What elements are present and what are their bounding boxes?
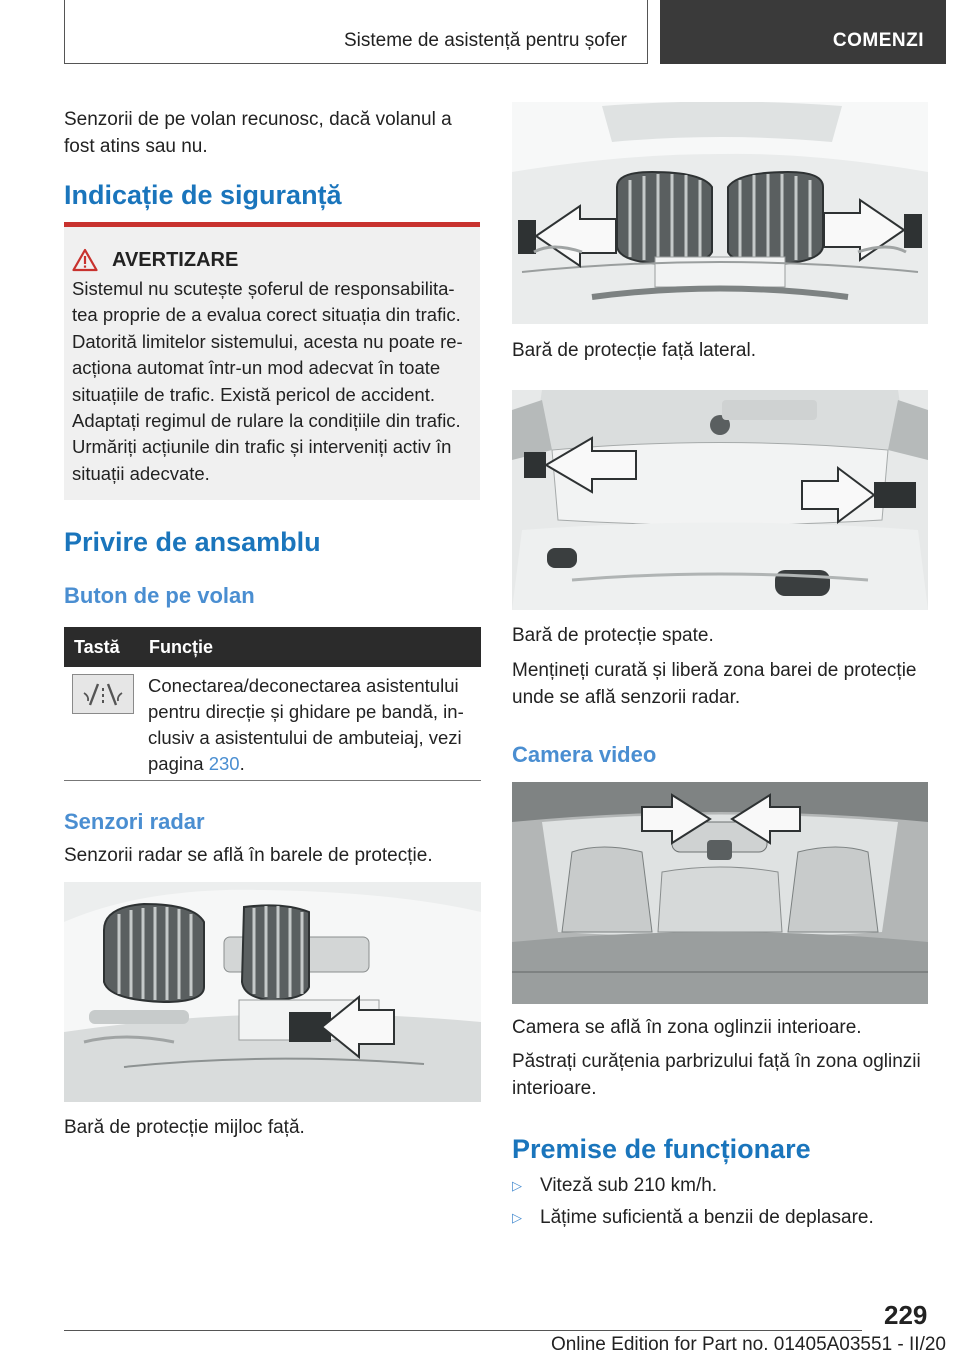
camera-heading: Camera video [512,742,657,767]
front-middle-caption: Bară de protecție mijloc față. [64,1117,305,1138]
warning-line: situații adecvate. [72,462,210,484]
page-link[interactable]: 230 [208,753,240,774]
table-cell-line: Conectarea/deconectarea asistentului [148,675,459,696]
table-cell-line: clusiv a asistentului de ambuteiaj, vezi [148,727,462,748]
intro-line-1: Senzorii de pe volan recunosc, dacă volanul a [64,109,452,130]
camera-interior-photo [512,782,928,1004]
front-bumper-middle-photo [64,882,481,1102]
radar-text: Senzorii radar se află în barele de protecție. [64,845,433,866]
header-section-title: Sisteme de asistență pentru șofer [343,30,627,51]
requirements-heading: Premise de funcționare [512,1134,811,1164]
bullet-triangle-icon: ▷ [512,1210,522,1225]
overview-heading: Privire de ansamblu [64,527,321,557]
header-chapter-label: COMENZI [832,30,924,51]
page-number: 229 [884,1300,928,1330]
table-cell-line [148,751,482,777]
list-item-text: Lățime suficientă a benzii de deplasare. [540,1207,874,1228]
page-ref-prefix: pagina [148,753,209,774]
radar-note-line-1: Mențineți curată și liberă zona barei de protecție [512,660,917,681]
warning-line: tea proprie de a evalua corect situația din trafic. [72,304,461,326]
warning-triangle-icon [72,248,98,272]
warning-line: Sistemul nu scutește șoferul de responsabilita- [72,278,455,299]
rear-bumper-photo [512,390,928,610]
warning-text [72,276,476,487]
warning-line: acționa automat într-un mod adecvat în toate [72,357,441,379]
header-chapter-tab[interactable] [660,0,946,64]
list-item-text: Viteză sub 210 km/h. [540,1175,718,1196]
table-cell-line: pentru direcție și ghidare pe bandă, in- [148,701,464,722]
safety-heading: Indicație de siguranță [64,180,342,210]
warning-title: AVERTIZARE [112,249,239,271]
intro-line-2: fost atins sau nu. [64,136,208,157]
page-ref-suffix: . [239,753,245,774]
warning-line: Adaptați regimul de rulare la condițiile din trafic. [72,410,461,432]
warning-top-rule [64,222,480,227]
lane-assist-button-icon [72,674,134,714]
front-side-caption: Bară de protecție față lateral. [512,340,756,361]
table-row [148,673,482,777]
front-bumper-side-photo [512,102,928,324]
rear-caption: Bară de protecție spate. [512,625,714,646]
camera-note-line-1: Păstrați curățenia parbrizului față în zona oglinzii [512,1051,921,1072]
warning-line: Urmăriți acțiunile din trafic și interveniți activ în [72,436,452,458]
header-section-box [64,0,648,64]
table-col-function: Funcție [149,637,214,657]
footer-edition: Online Edition for Part no. 01405A03551 - II/20 [550,1334,946,1355]
table-bottom-rule [64,780,481,781]
radar-heading: Senzori radar [64,809,205,834]
warning-line: situațiile de trafic. Există pericol de accident. [72,383,435,405]
footer-rule [64,1330,862,1331]
table-col-key: Tastă [74,637,120,657]
steering-button-heading: Buton de pe volan [64,583,255,608]
radar-note-line-2: unde se află senzorii radar. [512,687,741,708]
bullet-triangle-icon: ▷ [512,1178,522,1193]
table-header [64,627,481,667]
camera-note-line-2: interioare. [512,1078,597,1099]
camera-caption: Camera se află în zona oglinzii interioare. [512,1017,862,1038]
warning-line: Datorită limitelor sistemului, acesta nu poate re- [72,330,463,352]
